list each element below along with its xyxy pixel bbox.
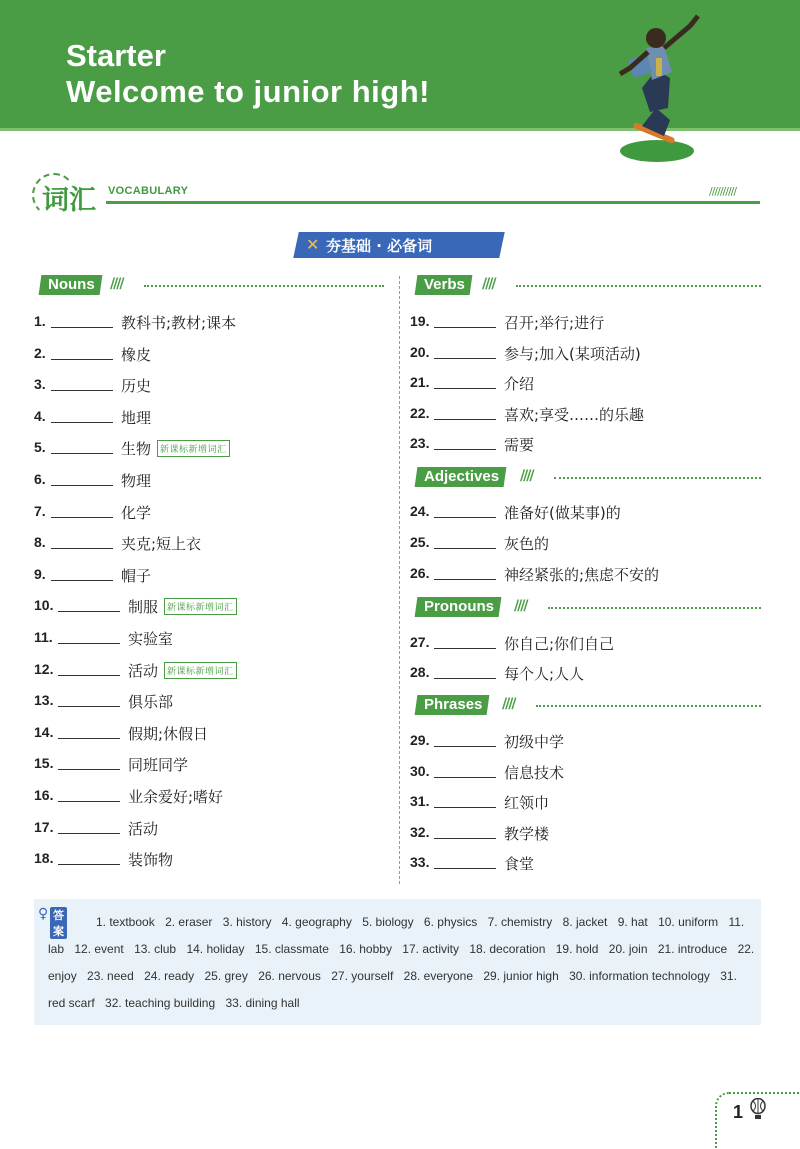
item-number: 12. bbox=[34, 661, 54, 677]
item-meaning: 橡皮 bbox=[121, 346, 152, 364]
item-number: 26. bbox=[410, 565, 430, 581]
answer-blank[interactable] bbox=[58, 611, 120, 612]
vocab-item bbox=[410, 532, 760, 554]
item-number: 17. bbox=[34, 819, 54, 835]
item-number: 4. bbox=[34, 408, 46, 424]
vocab-item bbox=[34, 564, 384, 586]
answer-blank[interactable] bbox=[58, 738, 120, 739]
answer-blank[interactable] bbox=[51, 580, 113, 581]
answer-item: 31. red scarf bbox=[48, 969, 737, 1010]
dotted-rule bbox=[536, 705, 761, 707]
vocab-item bbox=[34, 753, 384, 775]
answer-item: 27. yourself bbox=[331, 969, 394, 983]
answer-item: 20. join bbox=[608, 942, 648, 956]
vocab-item bbox=[34, 690, 384, 712]
item-number: 33. bbox=[410, 854, 430, 870]
vocab-item bbox=[34, 817, 384, 839]
answer-item: 25. grey bbox=[204, 969, 248, 983]
answer-blank[interactable] bbox=[58, 769, 120, 770]
answer-item: 16. hobby bbox=[339, 942, 392, 956]
item-meaning: 业余爱好;嗜好 bbox=[128, 788, 224, 806]
bars-decoration: //// bbox=[110, 276, 123, 292]
vocabulary-en-label: VOCABULARY bbox=[108, 185, 189, 197]
item-meaning: 神经紧张的;焦虑不安的 bbox=[504, 566, 660, 584]
vocab-item bbox=[34, 501, 384, 523]
vocab-item bbox=[410, 563, 760, 585]
answer-blank[interactable] bbox=[51, 422, 113, 423]
item-meaning: 红领巾 bbox=[504, 794, 550, 812]
balloon-icon bbox=[749, 1098, 767, 1120]
page-number: 1 bbox=[733, 1102, 744, 1122]
section-verbs bbox=[416, 275, 761, 297]
answer-blank[interactable] bbox=[51, 517, 113, 518]
item-number: 7. bbox=[34, 503, 46, 519]
item-number: 20. bbox=[410, 343, 430, 360]
dotted-rule bbox=[516, 285, 761, 287]
section-phrases bbox=[416, 695, 761, 717]
answer-blank[interactable] bbox=[58, 833, 120, 834]
answer-blank[interactable] bbox=[51, 327, 113, 328]
item-number: 29. bbox=[410, 732, 430, 748]
item-number: 8. bbox=[34, 534, 46, 550]
answer-item: 2. eraser bbox=[165, 915, 213, 929]
vocab-item bbox=[34, 343, 384, 365]
item-number: 3. bbox=[34, 376, 46, 392]
answer-blank[interactable] bbox=[434, 548, 496, 549]
item-meaning: 介绍 bbox=[504, 375, 535, 393]
section-tag: Nouns bbox=[39, 275, 102, 295]
vocab-item bbox=[410, 433, 760, 455]
answer-item: 6. physics bbox=[423, 915, 478, 929]
answer-item: 8. jacket bbox=[562, 915, 608, 929]
answer-blank[interactable] bbox=[434, 579, 496, 580]
item-meaning: 活动 bbox=[128, 662, 159, 680]
answer-item: 12. event bbox=[74, 942, 124, 956]
item-meaning: 喜欢;享受……的乐趣 bbox=[504, 405, 645, 424]
vocab-item bbox=[410, 311, 760, 333]
item-meaning: 需要 bbox=[504, 436, 535, 454]
item-meaning: 帽子 bbox=[121, 567, 152, 585]
answer-blank[interactable] bbox=[434, 678, 496, 679]
answer-item: 24. ready bbox=[144, 969, 195, 983]
answer-item: 19. hold bbox=[555, 942, 599, 956]
answer-item: 9. hat bbox=[617, 915, 648, 929]
answer-item: 23. need bbox=[87, 969, 134, 983]
subheading-text: 夯基础 · 必备词 bbox=[326, 237, 433, 255]
answer-blank[interactable] bbox=[51, 485, 113, 486]
item-meaning: 食堂 bbox=[504, 855, 535, 873]
item-meaning: 同班同学 bbox=[128, 756, 189, 774]
answer-item: 30. information technology bbox=[569, 969, 710, 983]
hatch-decoration: ////////// bbox=[709, 185, 737, 198]
section-tag: Adjectives bbox=[415, 467, 507, 487]
item-number: 22. bbox=[410, 404, 430, 421]
answer-blank[interactable] bbox=[58, 706, 120, 707]
answer-item: 18. decoration bbox=[469, 942, 546, 956]
item-meaning: 假期;休假日 bbox=[128, 725, 209, 743]
vocab-item bbox=[410, 662, 760, 684]
vocab-item bbox=[34, 532, 384, 554]
item-number: 15. bbox=[34, 755, 54, 771]
item-number: 19. bbox=[410, 313, 430, 329]
answer-blank[interactable] bbox=[51, 453, 113, 454]
vocab-item bbox=[34, 848, 384, 870]
answer-blank[interactable] bbox=[58, 801, 120, 802]
answer-blank[interactable] bbox=[434, 807, 496, 808]
answer-item: 4. geography bbox=[281, 915, 352, 929]
item-meaning: 俱乐部 bbox=[128, 693, 174, 711]
answer-item: 28. everyone bbox=[403, 969, 474, 983]
answer-blank[interactable] bbox=[58, 864, 120, 865]
vocab-item bbox=[410, 372, 760, 394]
answer-blank[interactable] bbox=[51, 390, 113, 391]
answer-item: 3. history bbox=[222, 915, 272, 929]
item-number: 23. bbox=[410, 435, 430, 451]
answer-blank[interactable] bbox=[434, 327, 496, 328]
unit-title: Starter bbox=[66, 38, 166, 73]
vocab-item bbox=[410, 342, 760, 364]
item-meaning: 召开;举行;进行 bbox=[504, 314, 605, 332]
vocab-item bbox=[34, 469, 384, 491]
answer-item: 7. chemistry bbox=[487, 915, 553, 929]
lightbulb-icon: ♀ bbox=[38, 906, 49, 922]
item-meaning: 教学楼 bbox=[504, 824, 550, 843]
vocabulary-badge bbox=[34, 176, 100, 216]
subheading-banner bbox=[296, 232, 506, 258]
vocab-item bbox=[410, 852, 760, 874]
answer-blank[interactable] bbox=[51, 548, 113, 549]
item-number: 16. bbox=[34, 787, 54, 803]
item-meaning: 灰色的 bbox=[504, 535, 550, 553]
answer-item: 14. holiday bbox=[186, 942, 245, 956]
item-number: 21. bbox=[410, 374, 430, 390]
vocab-item bbox=[410, 403, 760, 425]
item-number: 28. bbox=[410, 664, 430, 680]
answer-item: 26. nervous bbox=[258, 969, 321, 983]
item-meaning: 装饰物 bbox=[128, 851, 174, 869]
item-meaning: 参与;加入(某项活动) bbox=[504, 344, 641, 363]
tools-icon: ✕ bbox=[306, 235, 320, 254]
item-number: 32. bbox=[410, 823, 430, 840]
new-word-tag: 新课标新增词汇 bbox=[157, 440, 230, 457]
item-meaning: 准备好(做某事)的 bbox=[504, 504, 621, 522]
vocab-item bbox=[410, 822, 760, 844]
answer-item: 13. club bbox=[134, 942, 177, 956]
vocab-item bbox=[410, 501, 760, 523]
answer-blank[interactable] bbox=[434, 419, 496, 420]
vocab-item bbox=[410, 791, 760, 813]
column-divider bbox=[399, 276, 400, 884]
vocabulary-header bbox=[34, 176, 764, 216]
item-number: 13. bbox=[34, 692, 54, 708]
dotted-rule bbox=[144, 285, 384, 287]
bars-decoration: //// bbox=[482, 276, 495, 292]
answer-item: 5. biology bbox=[362, 915, 414, 929]
vocab-item bbox=[34, 627, 384, 649]
bars-decoration: //// bbox=[520, 468, 533, 484]
answer-blank[interactable] bbox=[434, 777, 496, 778]
new-word-tag: 新课标新增词汇 bbox=[164, 598, 237, 615]
vocab-item bbox=[34, 659, 384, 681]
item-meaning: 地理 bbox=[121, 409, 152, 427]
item-meaning: 你自己;你们自己 bbox=[504, 635, 615, 653]
section-tag: Pronouns bbox=[415, 597, 502, 617]
item-number: 11. bbox=[34, 629, 53, 645]
answer-blank[interactable] bbox=[58, 643, 120, 644]
section-tag: Phrases bbox=[415, 695, 490, 715]
answer-blank[interactable] bbox=[58, 675, 120, 676]
vocab-item bbox=[34, 374, 384, 396]
page-number-corner bbox=[715, 1092, 800, 1147]
item-number: 24. bbox=[410, 503, 430, 519]
answer-blank[interactable] bbox=[434, 517, 496, 518]
answer-item: 32. teaching building bbox=[105, 996, 216, 1010]
item-meaning: 化学 bbox=[121, 504, 152, 522]
answer-item: 29. junior high bbox=[483, 969, 559, 983]
answer-blank[interactable] bbox=[434, 648, 496, 649]
vocab-item bbox=[34, 785, 384, 807]
item-number: 18. bbox=[34, 850, 54, 866]
answer-item: 11. lab bbox=[48, 915, 745, 956]
vocabulary-rule bbox=[106, 201, 760, 204]
unit-subtitle: Welcome to junior high! bbox=[66, 74, 430, 109]
answer-item: 10. uniform bbox=[658, 915, 719, 929]
item-meaning: 教科书;教材;课本 bbox=[121, 314, 237, 332]
item-number: 1. bbox=[34, 313, 46, 329]
dotted-rule bbox=[548, 607, 761, 609]
section-nouns bbox=[40, 275, 385, 297]
item-meaning: 活动 bbox=[128, 820, 159, 838]
item-meaning: 信息技术 bbox=[504, 763, 565, 782]
bars-decoration: //// bbox=[502, 696, 515, 712]
item-number: 10. bbox=[34, 597, 54, 613]
vocab-item bbox=[410, 761, 760, 783]
item-meaning: 实验室 bbox=[128, 630, 174, 648]
item-meaning: 制服 bbox=[128, 598, 159, 616]
section-adjectives bbox=[416, 467, 761, 489]
item-meaning: 物理 bbox=[121, 472, 152, 490]
item-number: 14. bbox=[34, 724, 54, 740]
item-number: 30. bbox=[410, 762, 430, 779]
bars-decoration: //// bbox=[514, 598, 527, 614]
answer-blank[interactable] bbox=[434, 868, 496, 869]
vocab-item bbox=[34, 722, 384, 744]
answer-item: 15. classmate bbox=[254, 942, 329, 956]
item-number: 27. bbox=[410, 634, 430, 650]
vocab-item bbox=[410, 730, 760, 752]
answer-blank[interactable] bbox=[434, 746, 496, 747]
section-pronouns bbox=[416, 597, 761, 619]
vocabulary-zh-label: 词汇 bbox=[42, 185, 96, 216]
item-number: 2. bbox=[34, 345, 46, 361]
answer-blank[interactable] bbox=[51, 359, 113, 360]
dotted-rule bbox=[554, 477, 761, 479]
item-meaning: 初级中学 bbox=[504, 733, 565, 751]
item-number: 9. bbox=[34, 566, 46, 582]
section-tag: Verbs bbox=[415, 275, 473, 295]
answer-item: 1. textbook bbox=[96, 915, 155, 929]
answer-item: 17. activity bbox=[402, 942, 459, 956]
item-meaning: 每个人;人人 bbox=[504, 665, 585, 683]
answer-blank[interactable] bbox=[434, 449, 496, 450]
answer-label-text: 答案 bbox=[50, 907, 67, 939]
item-number: 6. bbox=[34, 471, 46, 487]
answer-blank[interactable] bbox=[434, 838, 496, 839]
vocab-item bbox=[34, 437, 384, 459]
answer-key bbox=[34, 899, 761, 1025]
vocab-item bbox=[410, 632, 760, 654]
item-meaning: 历史 bbox=[121, 377, 152, 395]
answer-list bbox=[48, 909, 756, 1017]
answer-blank[interactable] bbox=[434, 358, 496, 359]
item-number: 31. bbox=[410, 793, 430, 809]
new-word-tag: 新课标新增词汇 bbox=[164, 662, 237, 679]
item-meaning: 夹克;短上衣 bbox=[121, 535, 202, 553]
item-number: 25. bbox=[410, 534, 430, 550]
answer-item: 21. introduce bbox=[657, 942, 728, 956]
item-meaning: 生物 bbox=[121, 440, 152, 458]
item-number: 5. bbox=[34, 439, 46, 455]
vocab-item bbox=[34, 595, 384, 617]
vocab-item bbox=[34, 406, 384, 428]
answer-item: 33. dining hall bbox=[225, 996, 300, 1010]
answer-blank[interactable] bbox=[434, 388, 496, 389]
answer-item: 22. enjoy bbox=[48, 942, 755, 983]
vocab-item bbox=[34, 311, 384, 333]
skateboarder-illustration bbox=[612, 8, 722, 166]
